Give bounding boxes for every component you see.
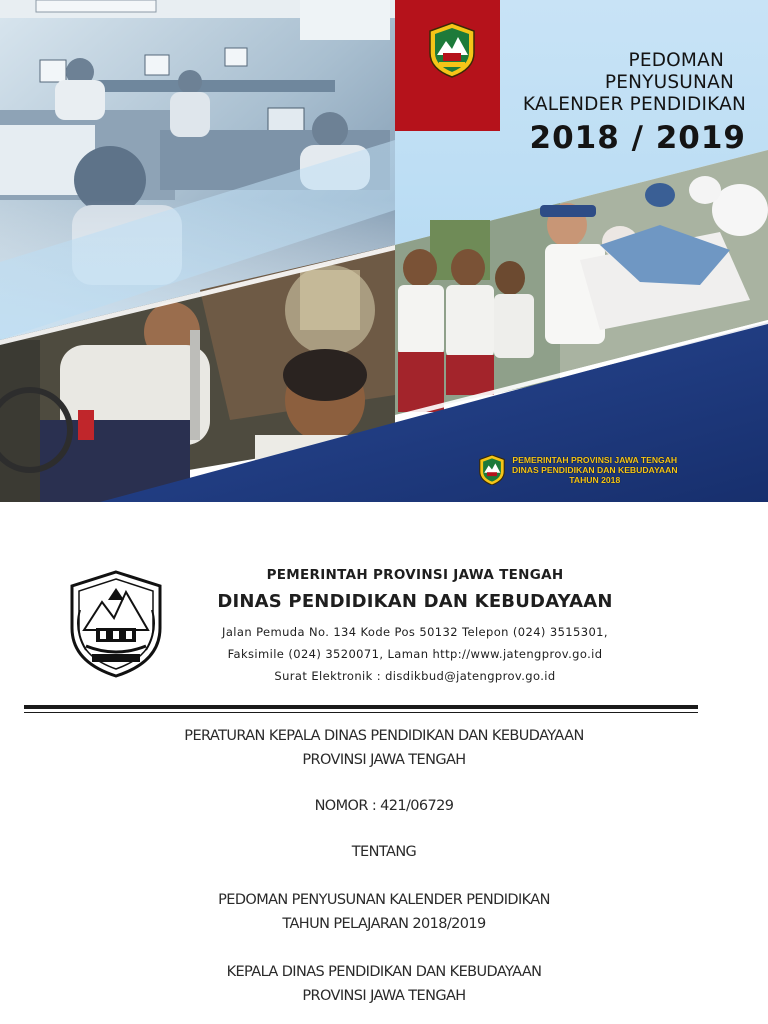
regulation-body	[0, 724, 768, 1008]
signatory-line1: KEPALA DINAS PENDIDIKAN DAN KEBUDAYAAN	[226, 964, 542, 980]
letterhead-divider-thin	[24, 712, 698, 713]
cover-title-line3: KALENDER PENDIDIKAN	[522, 94, 746, 115]
letterhead-office: DINAS PENDIDIKAN DAN KEBUDAYAAN	[217, 591, 613, 612]
province-seal-icon	[430, 23, 474, 77]
regulation-subject-line2: TAHUN PELAJARAN 2018/2019	[282, 916, 486, 932]
regulation-title-line1: PERATURAN KEPALA DINAS PENDIDIKAN DAN KEBUDAYAAN	[184, 728, 584, 744]
cover-page	[0, 0, 768, 502]
mini-seal-icon	[478, 455, 506, 485]
cover-footer	[478, 455, 678, 485]
cover-footer-line1: PEMERINTAH PROVINSI JAWA TENGAH	[512, 455, 678, 465]
regulation-number: NOMOR : 421/06729	[314, 798, 454, 814]
letterhead-government: PEMERINTAH PROVINSI JAWA TENGAH	[266, 567, 564, 583]
cover-footer-line2: DINAS PENDIDIKAN DAN KEBUDAYAAN	[512, 465, 678, 475]
signatory-line2: PROVINSI JAWA TENGAH	[302, 988, 466, 1004]
cover-footer-text	[512, 455, 678, 485]
letterhead-divider-thick	[24, 705, 698, 709]
cover-year: 2018 / 2019	[529, 120, 746, 156]
letterhead-email: Surat Elektronik : disdikbud@jatengprov.go.id	[274, 669, 556, 683]
regulation-title-line2: PROVINSI JAWA TENGAH	[302, 752, 466, 768]
letterhead-address: Jalan Pemuda No. 134 Kode Pos 50132 Telepon (024) 3515301,	[222, 625, 608, 639]
cover-title	[523, 50, 746, 156]
province-logo-icon	[66, 570, 166, 678]
regulation-page	[0, 502, 768, 1024]
letterhead-text	[180, 566, 650, 684]
cover-title-line1: PEDOMAN	[628, 50, 724, 71]
cover-title-line2: PENYUSUNAN	[604, 72, 734, 93]
regulation-subject-line1: PEDOMAN PENYUSUNAN KALENDER PENDIDIKAN	[218, 892, 550, 908]
regulation-about: TENTANG	[351, 844, 417, 860]
cover-footer-line3: TAHUN 2018	[569, 475, 621, 485]
letterhead-fax-website: Faksimile (024) 3520071, Laman http://www.jatengprov.go.id	[227, 647, 603, 661]
letterhead	[0, 502, 768, 702]
